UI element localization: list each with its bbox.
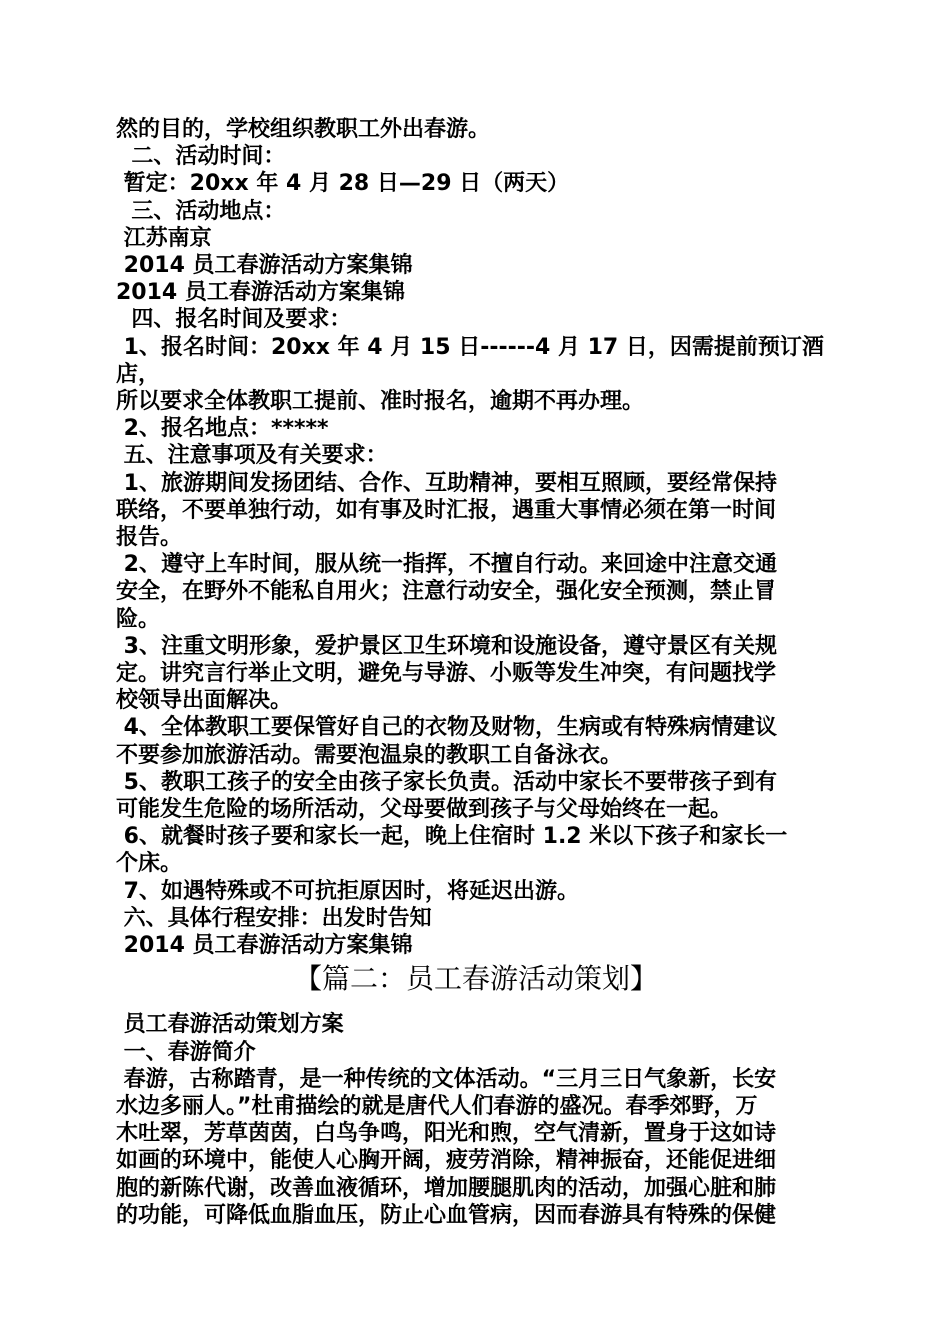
text-line: 如画的环境中，能使人心胸开阔，疲劳消除，精神振奋，还能促进细 — [116, 1148, 777, 1174]
text-line: 所以要求全体教职工提前、准时报名，逾期不再办理。 — [116, 389, 645, 415]
text-line: 校领导出面解决。 — [116, 688, 293, 714]
text-line: 定。讲究言行举止文明，避免与导游、小贩等发生冲突，有问题找学 — [116, 661, 777, 687]
text-line: 6、就餐时孩子要和家长一起，晚上住宿时 1.2 米以下孩子和家长一 — [116, 824, 788, 850]
section-one-text — [116, 116, 836, 959]
text-line: 二、活动时间： — [116, 144, 286, 170]
text-line: 险。 — [116, 606, 161, 632]
text-line: 一、春游简介 — [116, 1039, 256, 1065]
text-line: 暂定：20xx 年 4 月 28 日—29 日（两天） — [116, 171, 570, 197]
text-line: 木吐翠，芳草茵茵，白鸟争鸣，阳光和煦，空气清新，置身于这如诗 — [116, 1121, 777, 1147]
text-line: 江苏南京 — [116, 225, 212, 251]
text-line: 1、报名时间：20xx 年 4 月 15 日------4 月 17 日，因需提前预订酒店， — [116, 334, 824, 387]
text-line: 四、报名时间及要求： — [116, 307, 352, 333]
text-line: 1、旅游期间发扬团结、合作、互助精神，要相互照顾，要经常保持 — [116, 470, 777, 496]
section-two-text — [116, 1011, 836, 1229]
text-line: 7、如遇特殊或不可抗拒原因时，将延迟出游。 — [116, 878, 579, 904]
text-line: 不要参加旅游活动。需要泡温泉的教职工自备泳衣。 — [116, 742, 623, 768]
text-line: 联络，不要单独行动，如有事及时汇报，遇重大事情必须在第一时间 — [116, 497, 777, 523]
text-line: 的功能，可降低血脂血压，防止心血管病，因而春游具有特殊的保健 — [116, 1202, 777, 1228]
text-line: 2014 员工春游活动方案集锦 — [116, 280, 405, 306]
text-line: 胞的新陈代谢，改善血液循环，增加腰腿肌肉的活动，加强心脏和肺 — [116, 1175, 777, 1201]
text-line: 报告。 — [116, 525, 183, 551]
text-line: 个床。 — [116, 851, 183, 877]
text-line: 水边多丽人。”杜甫描绘的就是唐代人们春游的盛况。春季郊野，万 — [116, 1093, 758, 1119]
document-body — [116, 116, 836, 1229]
text-line: 2、遵守上车时间，服从统一指挥，不擅自行动。来回途中注意交通 — [116, 552, 777, 578]
text-line: 5、教职工孩子的安全由孩子家长负责。活动中家长不要带孩子到有 — [116, 769, 777, 795]
text-line: 员工春游活动策划方案 — [116, 1012, 344, 1038]
text-line: 2014 员工春游活动方案集锦 — [116, 933, 413, 959]
text-line: 六、具体行程安排：出发时告知 — [116, 905, 432, 931]
text-line: 然的目的，学校组织教职工外出春游。 — [116, 117, 491, 142]
text-line: 春游，古称踏青，是一种传统的文体活动。“三月三日气象新，长安 — [116, 1066, 777, 1092]
text-line: 可能发生危险的场所活动，父母要做到孩子与父母始终在一起。 — [116, 797, 733, 823]
text-line: 4、全体教职工要保管好自己的衣物及财物，生病或有特殊病情建议 — [116, 715, 777, 741]
text-line: 三、活动地点： — [116, 198, 286, 224]
text-line: 五、注意事项及有关要求： — [116, 443, 388, 469]
text-line: 2、报名地点：***** — [116, 416, 329, 442]
text-line: 安全，在野外不能私自用火；注意行动安全，强化安全预测，禁止冒 — [116, 579, 777, 605]
text-line: 3、注重文明形象，爱护景区卫生环境和设施设备，遵守景区有关规 — [116, 633, 777, 659]
text-line: 2014 员工春游活动方案集锦 — [116, 253, 413, 279]
section-title: 【篇二：员工春游活动策划】 — [293, 962, 658, 996]
